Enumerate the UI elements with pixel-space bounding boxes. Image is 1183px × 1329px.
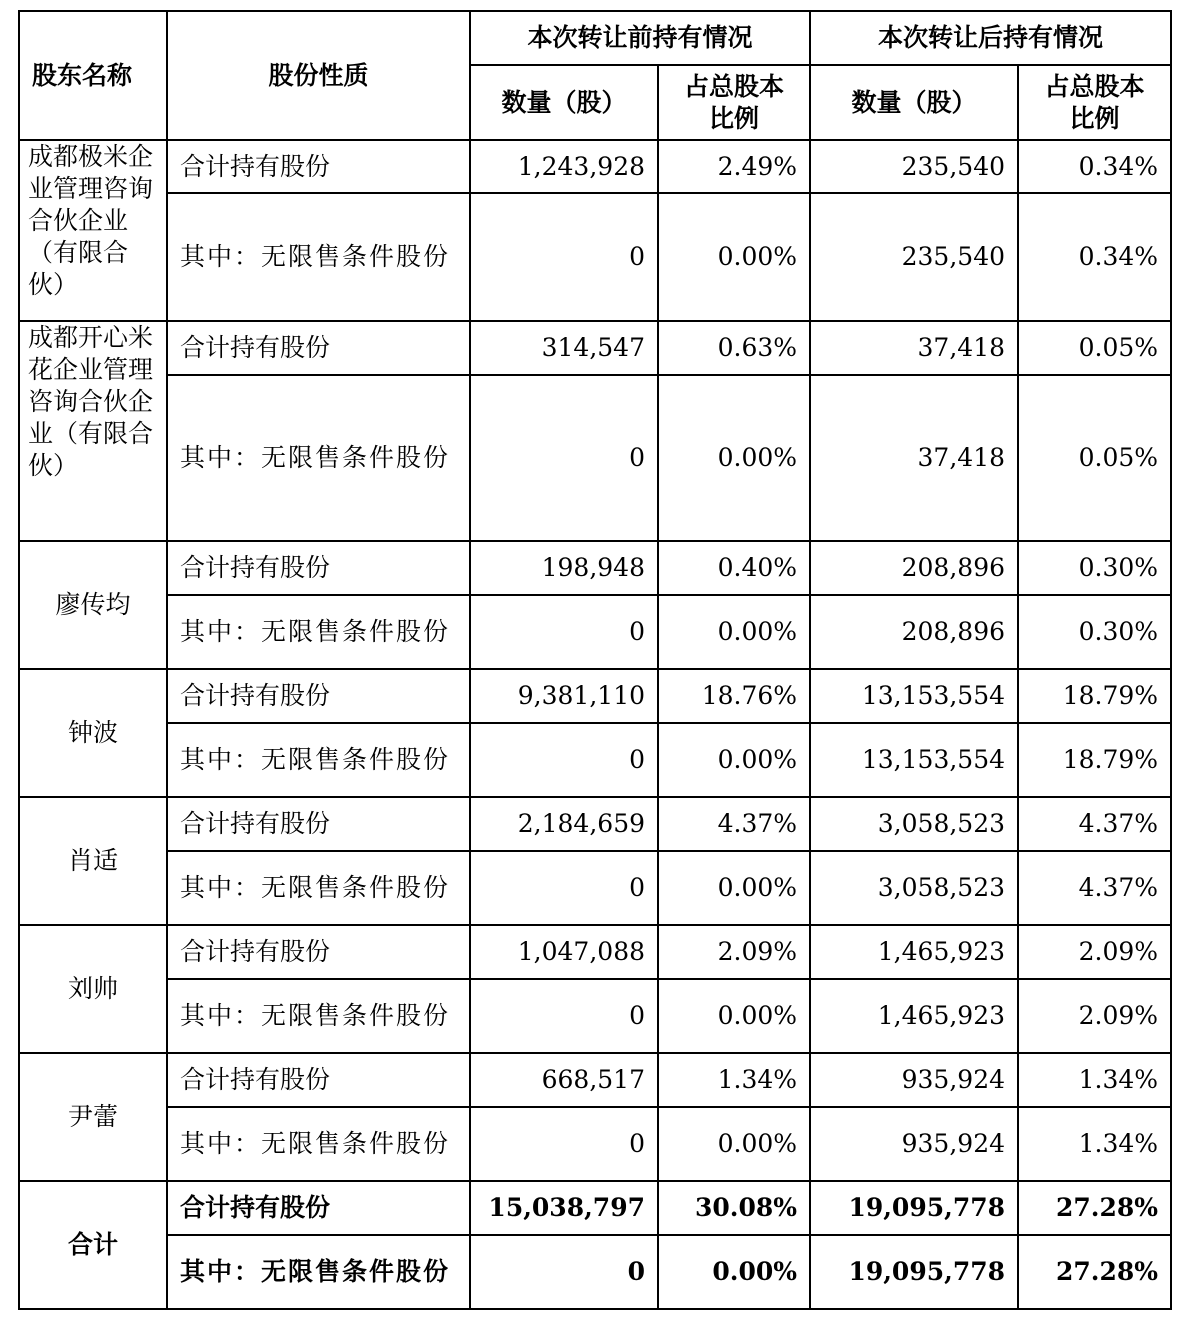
before-quantity-cell: 1,243,928 [470,140,658,193]
table-row [19,669,1171,723]
before-ratio-cell: 0.00% [658,595,810,669]
after-quantity-cell: 37,418 [810,321,1018,375]
after-ratio-cell: 0.30% [1018,595,1171,669]
after-quantity-cell: 935,924 [810,1107,1018,1181]
before-quantity-cell: 15,038,797 [470,1181,658,1235]
share-type-cell: 合计持有股份 [167,669,470,723]
before-quantity-cell: 0 [470,595,658,669]
after-ratio-cell: 4.37% [1018,851,1171,925]
after-ratio-cell: 1.34% [1018,1107,1171,1181]
before-ratio-cell: 0.40% [658,541,810,595]
shareholder-name-cell: 尹蕾 [19,1053,167,1181]
share-type-cell: 合计持有股份 [167,1053,470,1107]
total-row [19,1235,1171,1309]
before-ratio-cell: 0.00% [658,193,810,321]
after-ratio-cell: 4.37% [1018,797,1171,851]
after-quantity-cell: 3,058,523 [810,797,1018,851]
before-quantity-cell: 314,547 [470,321,658,375]
after-ratio-cell: 0.05% [1018,375,1171,541]
after-ratio-cell: 0.34% [1018,193,1171,321]
before-quantity-cell: 668,517 [470,1053,658,1107]
share-type-cell: 合计持有股份 [167,541,470,595]
shareholding-change-table [18,10,1172,1310]
table-row [19,925,1171,979]
table-row [19,1107,1171,1181]
after-quantity-cell: 37,418 [810,375,1018,541]
table-row [19,851,1171,925]
after-ratio-cell: 2.09% [1018,925,1171,979]
share-type-cell: 其中：无限售条件股份 [167,193,470,321]
table-row [19,375,1171,541]
after-quantity-cell: 235,540 [810,193,1018,321]
table-row [19,321,1171,375]
before-ratio-cell: 2.49% [658,140,810,193]
after-quantity-cell: 13,153,554 [810,669,1018,723]
before-quantity-cell: 0 [470,851,658,925]
shareholder-name-cell: 廖传均 [19,541,167,669]
before-quantity-cell: 0 [470,979,658,1053]
table-row [19,979,1171,1053]
share-type-cell: 合计持有股份 [167,140,470,193]
before-ratio-cell: 0.00% [658,723,810,797]
before-quantity-cell: 198,948 [470,541,658,595]
after-ratio-cell: 27.28% [1018,1235,1171,1309]
before-quantity-cell: 9,381,110 [470,669,658,723]
share-type-cell: 其中：无限售条件股份 [167,1235,470,1309]
after-quantity-cell: 208,896 [810,595,1018,669]
before-quantity-cell: 0 [470,723,658,797]
table-row [19,193,1171,321]
before-quantity-cell: 0 [470,1235,658,1309]
total-row [19,1181,1171,1235]
before-ratio-cell: 1.34% [658,1053,810,1107]
share-type-cell: 其中：无限售条件股份 [167,723,470,797]
header-row-1 [19,11,1171,65]
table-row [19,1053,1171,1107]
after-ratio-cell: 0.30% [1018,541,1171,595]
share-type-cell: 其中：无限售条件股份 [167,851,470,925]
before-ratio-cell: 0.00% [658,375,810,541]
share-type-cell: 其中：无限售条件股份 [167,595,470,669]
after-quantity-cell: 19,095,778 [810,1235,1018,1309]
before-ratio-cell: 0.00% [658,1107,810,1181]
total-name-cell: 合计 [19,1181,167,1309]
before-ratio-cell: 2.09% [658,925,810,979]
shareholder-name-cell: 成都极米企业管理咨询合伙企业（有限合伙） [19,140,167,321]
table-row [19,797,1171,851]
header-after-ratio: 占总股本比例 [1018,65,1171,140]
share-type-cell: 合计持有股份 [167,1181,470,1235]
header-before-transfer: 本次转让前持有情况 [470,11,810,65]
before-ratio-cell: 18.76% [658,669,810,723]
after-quantity-cell: 935,924 [810,1053,1018,1107]
header-shareholder-name: 股东名称 [19,11,167,140]
share-type-cell: 其中：无限售条件股份 [167,375,470,541]
after-ratio-cell: 27.28% [1018,1181,1171,1235]
before-ratio-cell: 0.00% [658,1235,810,1309]
after-quantity-cell: 3,058,523 [810,851,1018,925]
shareholder-name-cell: 肖适 [19,797,167,925]
after-ratio-cell: 18.79% [1018,669,1171,723]
before-ratio-cell: 0.00% [658,851,810,925]
after-ratio-cell: 18.79% [1018,723,1171,797]
shareholder-name-cell: 成都开心米花企业管理咨询合伙企业（有限合伙） [19,321,167,541]
header-after-transfer: 本次转让后持有情况 [810,11,1171,65]
before-ratio-cell: 0.63% [658,321,810,375]
table-row [19,140,1171,193]
header-after-quantity: 数量（股） [810,65,1018,140]
before-ratio-cell: 0.00% [658,979,810,1053]
share-type-cell: 其中：无限售条件股份 [167,979,470,1053]
header-share-type: 股份性质 [167,11,470,140]
before-quantity-cell: 2,184,659 [470,797,658,851]
after-ratio-cell: 1.34% [1018,1053,1171,1107]
after-quantity-cell: 1,465,923 [810,925,1018,979]
after-ratio-cell: 2.09% [1018,979,1171,1053]
header-before-quantity: 数量（股） [470,65,658,140]
before-quantity-cell: 0 [470,375,658,541]
shareholder-name-cell: 钟波 [19,669,167,797]
after-quantity-cell: 13,153,554 [810,723,1018,797]
after-ratio-cell: 0.34% [1018,140,1171,193]
after-quantity-cell: 19,095,778 [810,1181,1018,1235]
before-quantity-cell: 0 [470,193,658,321]
share-type-cell: 合计持有股份 [167,925,470,979]
share-type-cell: 合计持有股份 [167,797,470,851]
after-quantity-cell: 1,465,923 [810,979,1018,1053]
before-quantity-cell: 1,047,088 [470,925,658,979]
header-before-ratio: 占总股本比例 [658,65,810,140]
before-ratio-cell: 4.37% [658,797,810,851]
after-quantity-cell: 235,540 [810,140,1018,193]
table-row [19,541,1171,595]
after-quantity-cell: 208,896 [810,541,1018,595]
table-row [19,723,1171,797]
before-ratio-cell: 30.08% [658,1181,810,1235]
before-quantity-cell: 0 [470,1107,658,1181]
after-ratio-cell: 0.05% [1018,321,1171,375]
shareholder-name-cell: 刘帅 [19,925,167,1053]
share-type-cell: 其中：无限售条件股份 [167,1107,470,1181]
share-type-cell: 合计持有股份 [167,321,470,375]
table-row [19,595,1171,669]
